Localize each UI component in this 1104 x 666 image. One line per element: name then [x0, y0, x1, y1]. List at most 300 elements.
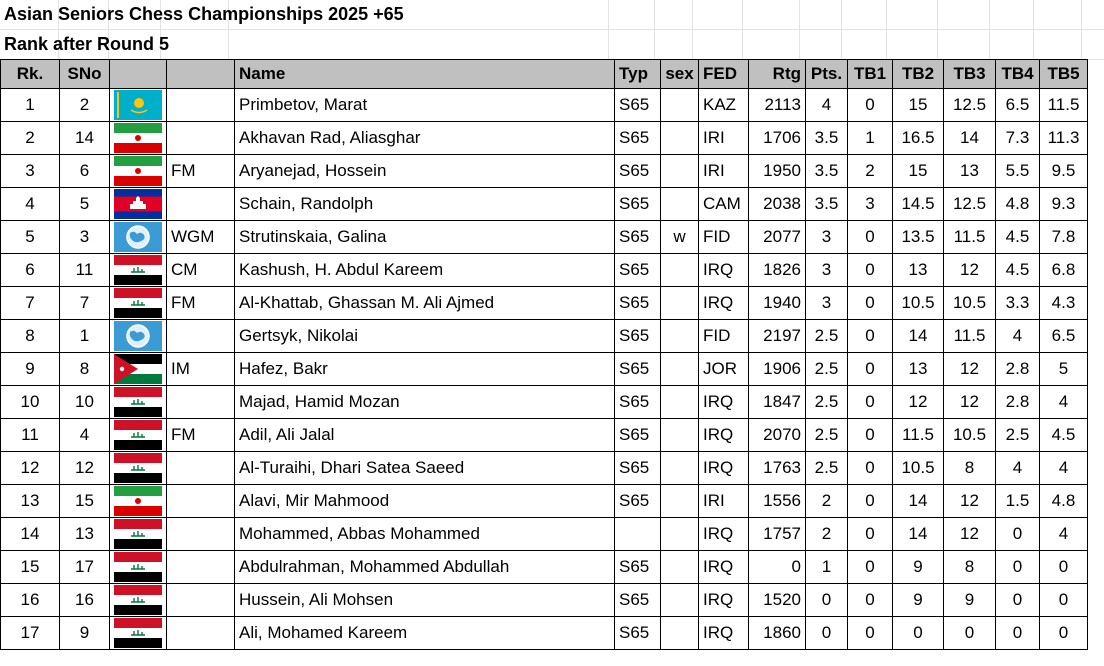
header-fed[interactable]: FED [699, 60, 749, 89]
sno-cell: 17 [60, 551, 110, 584]
player-name: Gertsyk, Nikolai [235, 320, 615, 353]
header-tb1[interactable]: TB1 [848, 60, 893, 89]
header-flag[interactable] [110, 60, 167, 89]
sex-cell [661, 287, 699, 320]
points-cell: 2.5 [806, 419, 848, 452]
title-cell: CM [167, 254, 235, 287]
header-row [1, 60, 1088, 89]
tb2-cell: 9 [893, 551, 944, 584]
tb4-cell: 4.5 [996, 221, 1040, 254]
tb3-cell: 8 [944, 551, 996, 584]
tb3-cell: 9 [944, 584, 996, 617]
flag-cell [110, 452, 167, 485]
rating-cell: 2113 [749, 89, 806, 122]
header-name[interactable]: Name [235, 60, 615, 89]
tb1-cell: 0 [848, 518, 893, 551]
fed-cell: IRI [699, 485, 749, 518]
tb2-cell: 13.5 [893, 221, 944, 254]
sex-cell: w [661, 221, 699, 254]
title-cell [167, 386, 235, 419]
tb4-cell: 4.5 [996, 254, 1040, 287]
sex-cell [661, 551, 699, 584]
iraq-flag-icon [114, 387, 162, 417]
player-name: Aryanejad, Hossein [235, 155, 615, 188]
tb5-cell: 9.3 [1040, 188, 1088, 221]
flag-cell [110, 221, 167, 254]
tb5-cell: 0 [1040, 551, 1088, 584]
sex-cell [661, 617, 699, 650]
flag-cell [110, 188, 167, 221]
fide-flag-icon [114, 321, 162, 351]
tb4-cell: 5.5 [996, 155, 1040, 188]
fed-cell: IRI [699, 122, 749, 155]
rating-cell: 1706 [749, 122, 806, 155]
tb1-cell: 0 [848, 452, 893, 485]
tb3-cell: 12.5 [944, 188, 996, 221]
fed-cell: CAM [699, 188, 749, 221]
title-cell: FM [167, 287, 235, 320]
tb2-cell: 15 [893, 89, 944, 122]
tb5-cell: 4 [1040, 386, 1088, 419]
header-tb4[interactable]: TB4 [996, 60, 1040, 89]
tb4-cell: 0 [996, 617, 1040, 650]
sex-cell [661, 122, 699, 155]
tb2-cell: 13 [893, 353, 944, 386]
points-cell: 3.5 [806, 188, 848, 221]
points-cell: 3 [806, 221, 848, 254]
title-cell [167, 122, 235, 155]
tb3-cell: 11.5 [944, 320, 996, 353]
tb1-cell: 0 [848, 485, 893, 518]
rank-cell: 3 [1, 155, 60, 188]
rank-cell: 16 [1, 584, 60, 617]
title-cell [167, 89, 235, 122]
rank-cell: 4 [1, 188, 60, 221]
tb1-cell: 0 [848, 254, 893, 287]
player-name: Al-Khattab, Ghassan M. Ali Ajmed [235, 287, 615, 320]
sno-cell: 11 [60, 254, 110, 287]
fed-cell: FID [699, 320, 749, 353]
points-cell: 2.5 [806, 386, 848, 419]
tb3-cell: 14 [944, 122, 996, 155]
jordan-flag-icon [114, 354, 162, 384]
points-cell: 2.5 [806, 353, 848, 386]
tb5-cell: 9.5 [1040, 155, 1088, 188]
sex-cell [661, 89, 699, 122]
iran-flag-icon [114, 156, 162, 186]
sno-cell: 6 [60, 155, 110, 188]
sex-cell [661, 452, 699, 485]
iraq-flag-icon [114, 255, 162, 285]
typ-cell: S65 [615, 155, 661, 188]
flag-cell [110, 89, 167, 122]
sex-cell [661, 518, 699, 551]
flag-cell [110, 485, 167, 518]
sno-cell: 9 [60, 617, 110, 650]
fed-cell: JOR [699, 353, 749, 386]
fed-cell: IRQ [699, 617, 749, 650]
rank-cell: 17 [1, 617, 60, 650]
tb2-cell: 13 [893, 254, 944, 287]
sno-cell: 5 [60, 188, 110, 221]
rank-cell: 12 [1, 452, 60, 485]
tb2-cell: 15 [893, 155, 944, 188]
player-name: Primbetov, Marat [235, 89, 615, 122]
tb5-cell: 4.5 [1040, 419, 1088, 452]
player-name: Majad, Hamid Mozan [235, 386, 615, 419]
rating-cell: 1906 [749, 353, 806, 386]
tb1-cell: 0 [848, 221, 893, 254]
sno-cell: 8 [60, 353, 110, 386]
cambodia-flag-icon [114, 189, 162, 219]
fed-cell: IRQ [699, 452, 749, 485]
tb3-cell: 10.5 [944, 287, 996, 320]
tb4-cell: 0 [996, 584, 1040, 617]
sex-cell [661, 188, 699, 221]
iraq-flag-icon [114, 519, 162, 549]
points-cell: 3.5 [806, 155, 848, 188]
tb3-cell: 10.5 [944, 419, 996, 452]
rating-cell: 1556 [749, 485, 806, 518]
title-cell [167, 188, 235, 221]
flag-cell [110, 584, 167, 617]
flag-cell [110, 551, 167, 584]
fed-cell: IRQ [699, 386, 749, 419]
flag-cell [110, 254, 167, 287]
header-typ[interactable]: Typ [615, 60, 661, 89]
table-row[interactable] [1, 617, 1088, 650]
sex-cell [661, 419, 699, 452]
header-pts[interactable]: Pts. [806, 60, 848, 89]
tb3-cell: 8 [944, 452, 996, 485]
rating-cell: 1757 [749, 518, 806, 551]
sno-cell: 13 [60, 518, 110, 551]
player-name: Strutinskaia, Galina [235, 221, 615, 254]
rating-cell: 1950 [749, 155, 806, 188]
title-cell: IM [167, 353, 235, 386]
tb2-cell: 0 [893, 617, 944, 650]
tb2-cell: 10.5 [893, 452, 944, 485]
flag-cell [110, 287, 167, 320]
sno-cell: 12 [60, 452, 110, 485]
rank-cell: 10 [1, 386, 60, 419]
rating-cell: 1826 [749, 254, 806, 287]
points-cell: 3 [806, 254, 848, 287]
rank-cell: 14 [1, 518, 60, 551]
tb1-cell: 2 [848, 155, 893, 188]
fed-cell: IRI [699, 155, 749, 188]
tb5-cell: 6.8 [1040, 254, 1088, 287]
sex-cell [661, 386, 699, 419]
table-row[interactable] [1, 254, 1088, 287]
table-row[interactable] [1, 386, 1088, 419]
table-row[interactable] [1, 221, 1088, 254]
tb5-cell: 4 [1040, 452, 1088, 485]
header-rank[interactable]: Rk. [1, 60, 60, 89]
tb2-cell: 14.5 [893, 188, 944, 221]
typ-cell [615, 518, 661, 551]
typ-cell: S65 [615, 89, 661, 122]
tb4-cell: 2.5 [996, 419, 1040, 452]
player-name: Al-Turaihi, Dhari Satea Saeed [235, 452, 615, 485]
tb1-cell: 3 [848, 188, 893, 221]
table-row[interactable] [1, 353, 1088, 386]
header-sex[interactable]: sex [661, 60, 699, 89]
table-row[interactable] [1, 518, 1088, 551]
rank-cell: 15 [1, 551, 60, 584]
flag-cell [110, 122, 167, 155]
tb3-cell: 12 [944, 353, 996, 386]
table-row[interactable] [1, 320, 1088, 353]
tb4-cell: 3.3 [996, 287, 1040, 320]
sno-cell: 7 [60, 287, 110, 320]
sex-cell [661, 155, 699, 188]
rating-cell: 0 [749, 551, 806, 584]
table-row[interactable] [1, 485, 1088, 518]
tb1-cell: 0 [848, 287, 893, 320]
typ-cell: S65 [615, 221, 661, 254]
table-row[interactable] [1, 155, 1088, 188]
tb1-cell: 0 [848, 89, 893, 122]
rating-cell: 1860 [749, 617, 806, 650]
tb3-cell: 0 [944, 617, 996, 650]
tb3-cell: 12 [944, 518, 996, 551]
iraq-flag-icon [114, 585, 162, 615]
ranking-table [0, 59, 1088, 650]
rank-cell: 7 [1, 287, 60, 320]
iraq-flag-icon [114, 288, 162, 318]
table-row[interactable] [1, 551, 1088, 584]
rank-cell: 2 [1, 122, 60, 155]
sex-cell [661, 254, 699, 287]
rank-cell: 9 [1, 353, 60, 386]
table-row[interactable] [1, 287, 1088, 320]
typ-cell: S65 [615, 452, 661, 485]
tb1-cell: 0 [848, 353, 893, 386]
title-cell [167, 551, 235, 584]
flag-cell [110, 419, 167, 452]
tb3-cell: 12.5 [944, 89, 996, 122]
subtitle-row [0, 30, 1104, 60]
fed-cell: IRQ [699, 584, 749, 617]
flag-cell [110, 386, 167, 419]
tb5-cell: 0 [1040, 584, 1088, 617]
title-cell [167, 584, 235, 617]
title-cell [167, 518, 235, 551]
title-row [0, 0, 1104, 30]
rating-cell: 2070 [749, 419, 806, 452]
sno-cell: 1 [60, 320, 110, 353]
player-name: Abdulrahman, Mohammed Abdullah [235, 551, 615, 584]
rank-cell: 13 [1, 485, 60, 518]
title-cell [167, 320, 235, 353]
tb5-cell: 6.5 [1040, 320, 1088, 353]
tb3-cell: 11.5 [944, 221, 996, 254]
rating-cell: 2038 [749, 188, 806, 221]
title-cell: WGM [167, 221, 235, 254]
header-tb5[interactable]: TB5 [1040, 60, 1088, 89]
kazakhstan-flag-icon [114, 90, 162, 120]
rank-cell: 8 [1, 320, 60, 353]
tb4-cell: 7.3 [996, 122, 1040, 155]
typ-cell: S65 [615, 386, 661, 419]
iraq-flag-icon [114, 420, 162, 450]
rank-cell: 1 [1, 89, 60, 122]
points-cell: 3 [806, 287, 848, 320]
title-cell: FM [167, 155, 235, 188]
sno-cell: 4 [60, 419, 110, 452]
points-cell: 3.5 [806, 122, 848, 155]
points-cell: 4 [806, 89, 848, 122]
typ-cell: S65 [615, 188, 661, 221]
tb4-cell: 4 [996, 452, 1040, 485]
rating-cell: 1763 [749, 452, 806, 485]
tb3-cell: 12 [944, 485, 996, 518]
tb3-cell: 13 [944, 155, 996, 188]
sno-cell: 14 [60, 122, 110, 155]
tb4-cell: 0 [996, 518, 1040, 551]
title-cell [167, 452, 235, 485]
tb5-cell: 4.3 [1040, 287, 1088, 320]
tb2-cell: 14 [893, 320, 944, 353]
fed-cell: FID [699, 221, 749, 254]
tb1-cell: 0 [848, 419, 893, 452]
points-cell: 0 [806, 617, 848, 650]
tb2-cell: 16.5 [893, 122, 944, 155]
points-cell: 1 [806, 551, 848, 584]
fed-cell: IRQ [699, 419, 749, 452]
tb2-cell: 14 [893, 518, 944, 551]
tb2-cell: 9 [893, 584, 944, 617]
table-row[interactable] [1, 188, 1088, 221]
tb5-cell: 5 [1040, 353, 1088, 386]
player-name: Ali, Mohamed Kareem [235, 617, 615, 650]
flag-cell [110, 155, 167, 188]
header-rtg[interactable]: Rtg [749, 60, 806, 89]
iraq-flag-icon [114, 552, 162, 582]
tb1-cell: 0 [848, 551, 893, 584]
player-name: Hafez, Bakr [235, 353, 615, 386]
page-subtitle: Rank after Round 5 [4, 34, 170, 54]
player-name: Schain, Randolph [235, 188, 615, 221]
rating-cell: 2197 [749, 320, 806, 353]
player-name: Hussein, Ali Mohsen [235, 584, 615, 617]
sex-cell [661, 584, 699, 617]
typ-cell: S65 [615, 122, 661, 155]
header-sno[interactable]: SNo [60, 60, 110, 89]
typ-cell: S65 [615, 617, 661, 650]
tb4-cell: 4.8 [996, 188, 1040, 221]
rank-cell: 11 [1, 419, 60, 452]
iraq-flag-icon [114, 453, 162, 483]
tb5-cell: 11.5 [1040, 89, 1088, 122]
fide-flag-icon [114, 222, 162, 252]
title-cell [167, 617, 235, 650]
tb1-cell: 0 [848, 617, 893, 650]
flag-cell [110, 353, 167, 386]
fed-cell: KAZ [699, 89, 749, 122]
tb2-cell: 11.5 [893, 419, 944, 452]
typ-cell: S65 [615, 419, 661, 452]
tb3-cell: 12 [944, 386, 996, 419]
typ-cell: S65 [615, 485, 661, 518]
title-cell: FM [167, 419, 235, 452]
typ-cell: S65 [615, 584, 661, 617]
points-cell: 2.5 [806, 320, 848, 353]
points-cell: 0 [806, 584, 848, 617]
table-row[interactable] [1, 122, 1088, 155]
tb4-cell: 2.8 [996, 353, 1040, 386]
player-name: Akhavan Rad, Aliasghar [235, 122, 615, 155]
sno-cell: 10 [60, 386, 110, 419]
flag-cell [110, 518, 167, 551]
iran-flag-icon [114, 486, 162, 516]
table-row[interactable] [1, 452, 1088, 485]
sno-cell: 2 [60, 89, 110, 122]
page-title: Asian Seniors Chess Championships 2025 +65 [4, 4, 404, 24]
rating-cell: 1847 [749, 386, 806, 419]
fed-cell: IRQ [699, 551, 749, 584]
header-tb3[interactable]: TB3 [944, 60, 996, 89]
rank-cell: 5 [1, 221, 60, 254]
typ-cell: S65 [615, 320, 661, 353]
fed-cell: IRQ [699, 287, 749, 320]
tb3-cell: 12 [944, 254, 996, 287]
player-name: Mohammed, Abbas Mohammed [235, 518, 615, 551]
rating-cell: 2077 [749, 221, 806, 254]
tb2-cell: 14 [893, 485, 944, 518]
typ-cell: S65 [615, 287, 661, 320]
points-cell: 2 [806, 518, 848, 551]
tb2-cell: 12 [893, 386, 944, 419]
fed-cell: IRQ [699, 518, 749, 551]
typ-cell: S65 [615, 353, 661, 386]
sex-cell [661, 320, 699, 353]
typ-cell: S65 [615, 551, 661, 584]
typ-cell: S65 [615, 254, 661, 287]
sno-cell: 15 [60, 485, 110, 518]
tb2-cell: 10.5 [893, 287, 944, 320]
tb5-cell: 4.8 [1040, 485, 1088, 518]
rating-cell: 1520 [749, 584, 806, 617]
header-tb2[interactable]: TB2 [893, 60, 944, 89]
tb5-cell: 11.3 [1040, 122, 1088, 155]
player-name: Alavi, Mir Mahmood [235, 485, 615, 518]
fed-cell: IRQ [699, 254, 749, 287]
sex-cell [661, 485, 699, 518]
flag-cell [110, 617, 167, 650]
rank-cell: 6 [1, 254, 60, 287]
points-cell: 2.5 [806, 452, 848, 485]
tb1-cell: 1 [848, 122, 893, 155]
rating-cell: 1940 [749, 287, 806, 320]
player-name: Kashush, H. Abdul Kareem [235, 254, 615, 287]
iraq-flag-icon [114, 618, 162, 648]
sno-cell: 16 [60, 584, 110, 617]
points-cell: 2 [806, 485, 848, 518]
tb4-cell: 1.5 [996, 485, 1040, 518]
tb5-cell: 7.8 [1040, 221, 1088, 254]
table-row[interactable] [1, 419, 1088, 452]
table-row[interactable] [1, 89, 1088, 122]
title-cell [167, 485, 235, 518]
tb4-cell: 6.5 [996, 89, 1040, 122]
tb4-cell: 4 [996, 320, 1040, 353]
sex-cell [661, 353, 699, 386]
header-title[interactable] [167, 60, 235, 89]
tb4-cell: 0 [996, 551, 1040, 584]
table-row[interactable] [1, 584, 1088, 617]
